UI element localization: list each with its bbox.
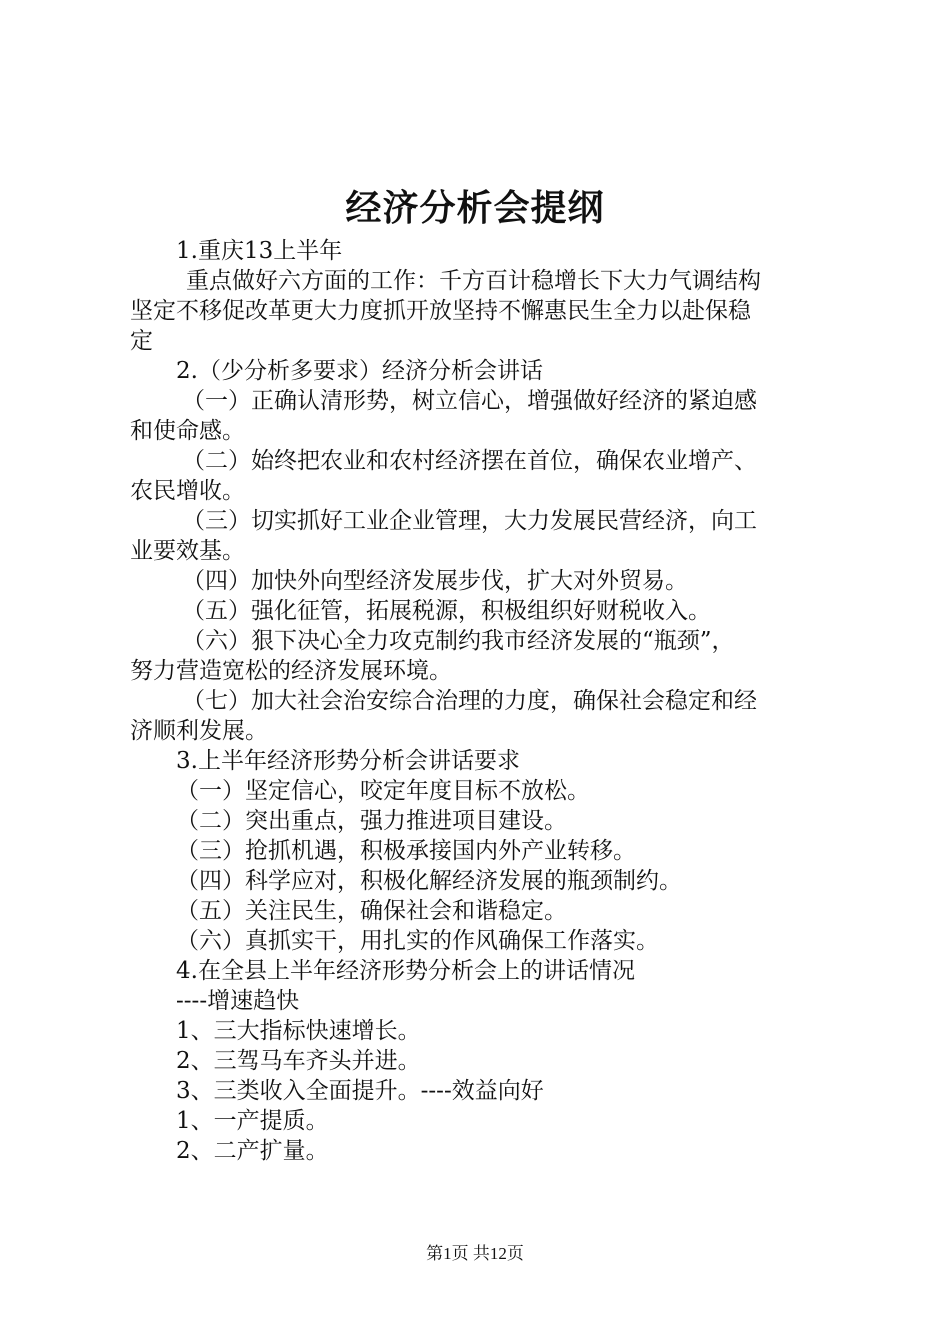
page-number-footer: 第1页 共12页 [426,1244,524,1263]
list-item: （六）狠下决心全力攻克制约我市经济发展的“瓶颈”， [182,628,735,654]
list-item: （三）切实抓好工业企业管理，大力发展民营经济，向工 [182,508,757,534]
section-2-heading: 2.（少分析多要求）经济分析会讲话 [176,358,543,384]
section-4-heading: 4.在全县上半年经济形势分析会上的讲话情况 [176,958,635,984]
list-item: 2、二产扩量。 [176,1138,329,1164]
list-item: （二）始终把农业和农村经济摆在首位，确保农业增产、 [182,448,757,474]
list-item: （五）关注民生，确保社会和谐稳定。 [176,898,567,924]
list-item: （四）加快外向型经济发展步伐，扩大对外贸易。 [182,568,688,594]
document-title: 经济分析会提纲 [345,187,605,229]
document-body [130,236,830,1166]
list-item-continuation: 业要效基。 [130,538,245,564]
list-item: （五）强化征管，拓展税源，积极组织好财税收入。 [182,598,711,624]
paragraph-line: 重点做好六方面的工作：千方百计稳增长下大力气调结构 [186,268,761,294]
list-item-continuation: 努力营造宽松的经济发展环境。 [130,658,452,684]
list-item: （六）真抓实干，用扎实的作风确保工作落实。 [176,928,659,954]
list-item-continuation: 农民增收。 [130,478,245,504]
list-item: （四）科学应对，积极化解经济发展的瓶颈制约。 [176,868,682,894]
paragraph-line: 坚定不移促改革更大力度抓开放坚持不懈惠民生全力以赴保稳 [130,298,751,324]
list-item: （一）正确认清形势，树立信心，增强做好经济的紧迫感 [182,388,757,414]
list-item: 1、一产提质。 [176,1108,329,1134]
section-1-heading: 1.重庆13上半年 [176,238,343,264]
paragraph-line: 定 [130,328,153,354]
subheading: ----增速趋快 [176,988,300,1014]
section-3-heading: 3.上半年经济形势分析会讲话要求 [176,748,520,774]
list-item: 2、三驾马车齐头并进。 [176,1048,421,1074]
list-item-continuation: 济顺利发展。 [130,718,268,744]
list-item-continuation: 和使命感。 [130,418,245,444]
list-item: （二）突出重点，强力推进项目建设。 [176,808,567,834]
list-item: （七）加大社会治安综合治理的力度，确保社会稳定和经 [182,688,757,714]
list-item: （一）坚定信心，咬定年度目标不放松。 [176,778,590,804]
list-item: 1、三大指标快速增长。 [176,1018,421,1044]
list-item: （三）抢抓机遇，积极承接国内外产业转移。 [176,838,636,864]
list-item: 3、三类收入全面提升。----效益向好 [176,1078,544,1104]
